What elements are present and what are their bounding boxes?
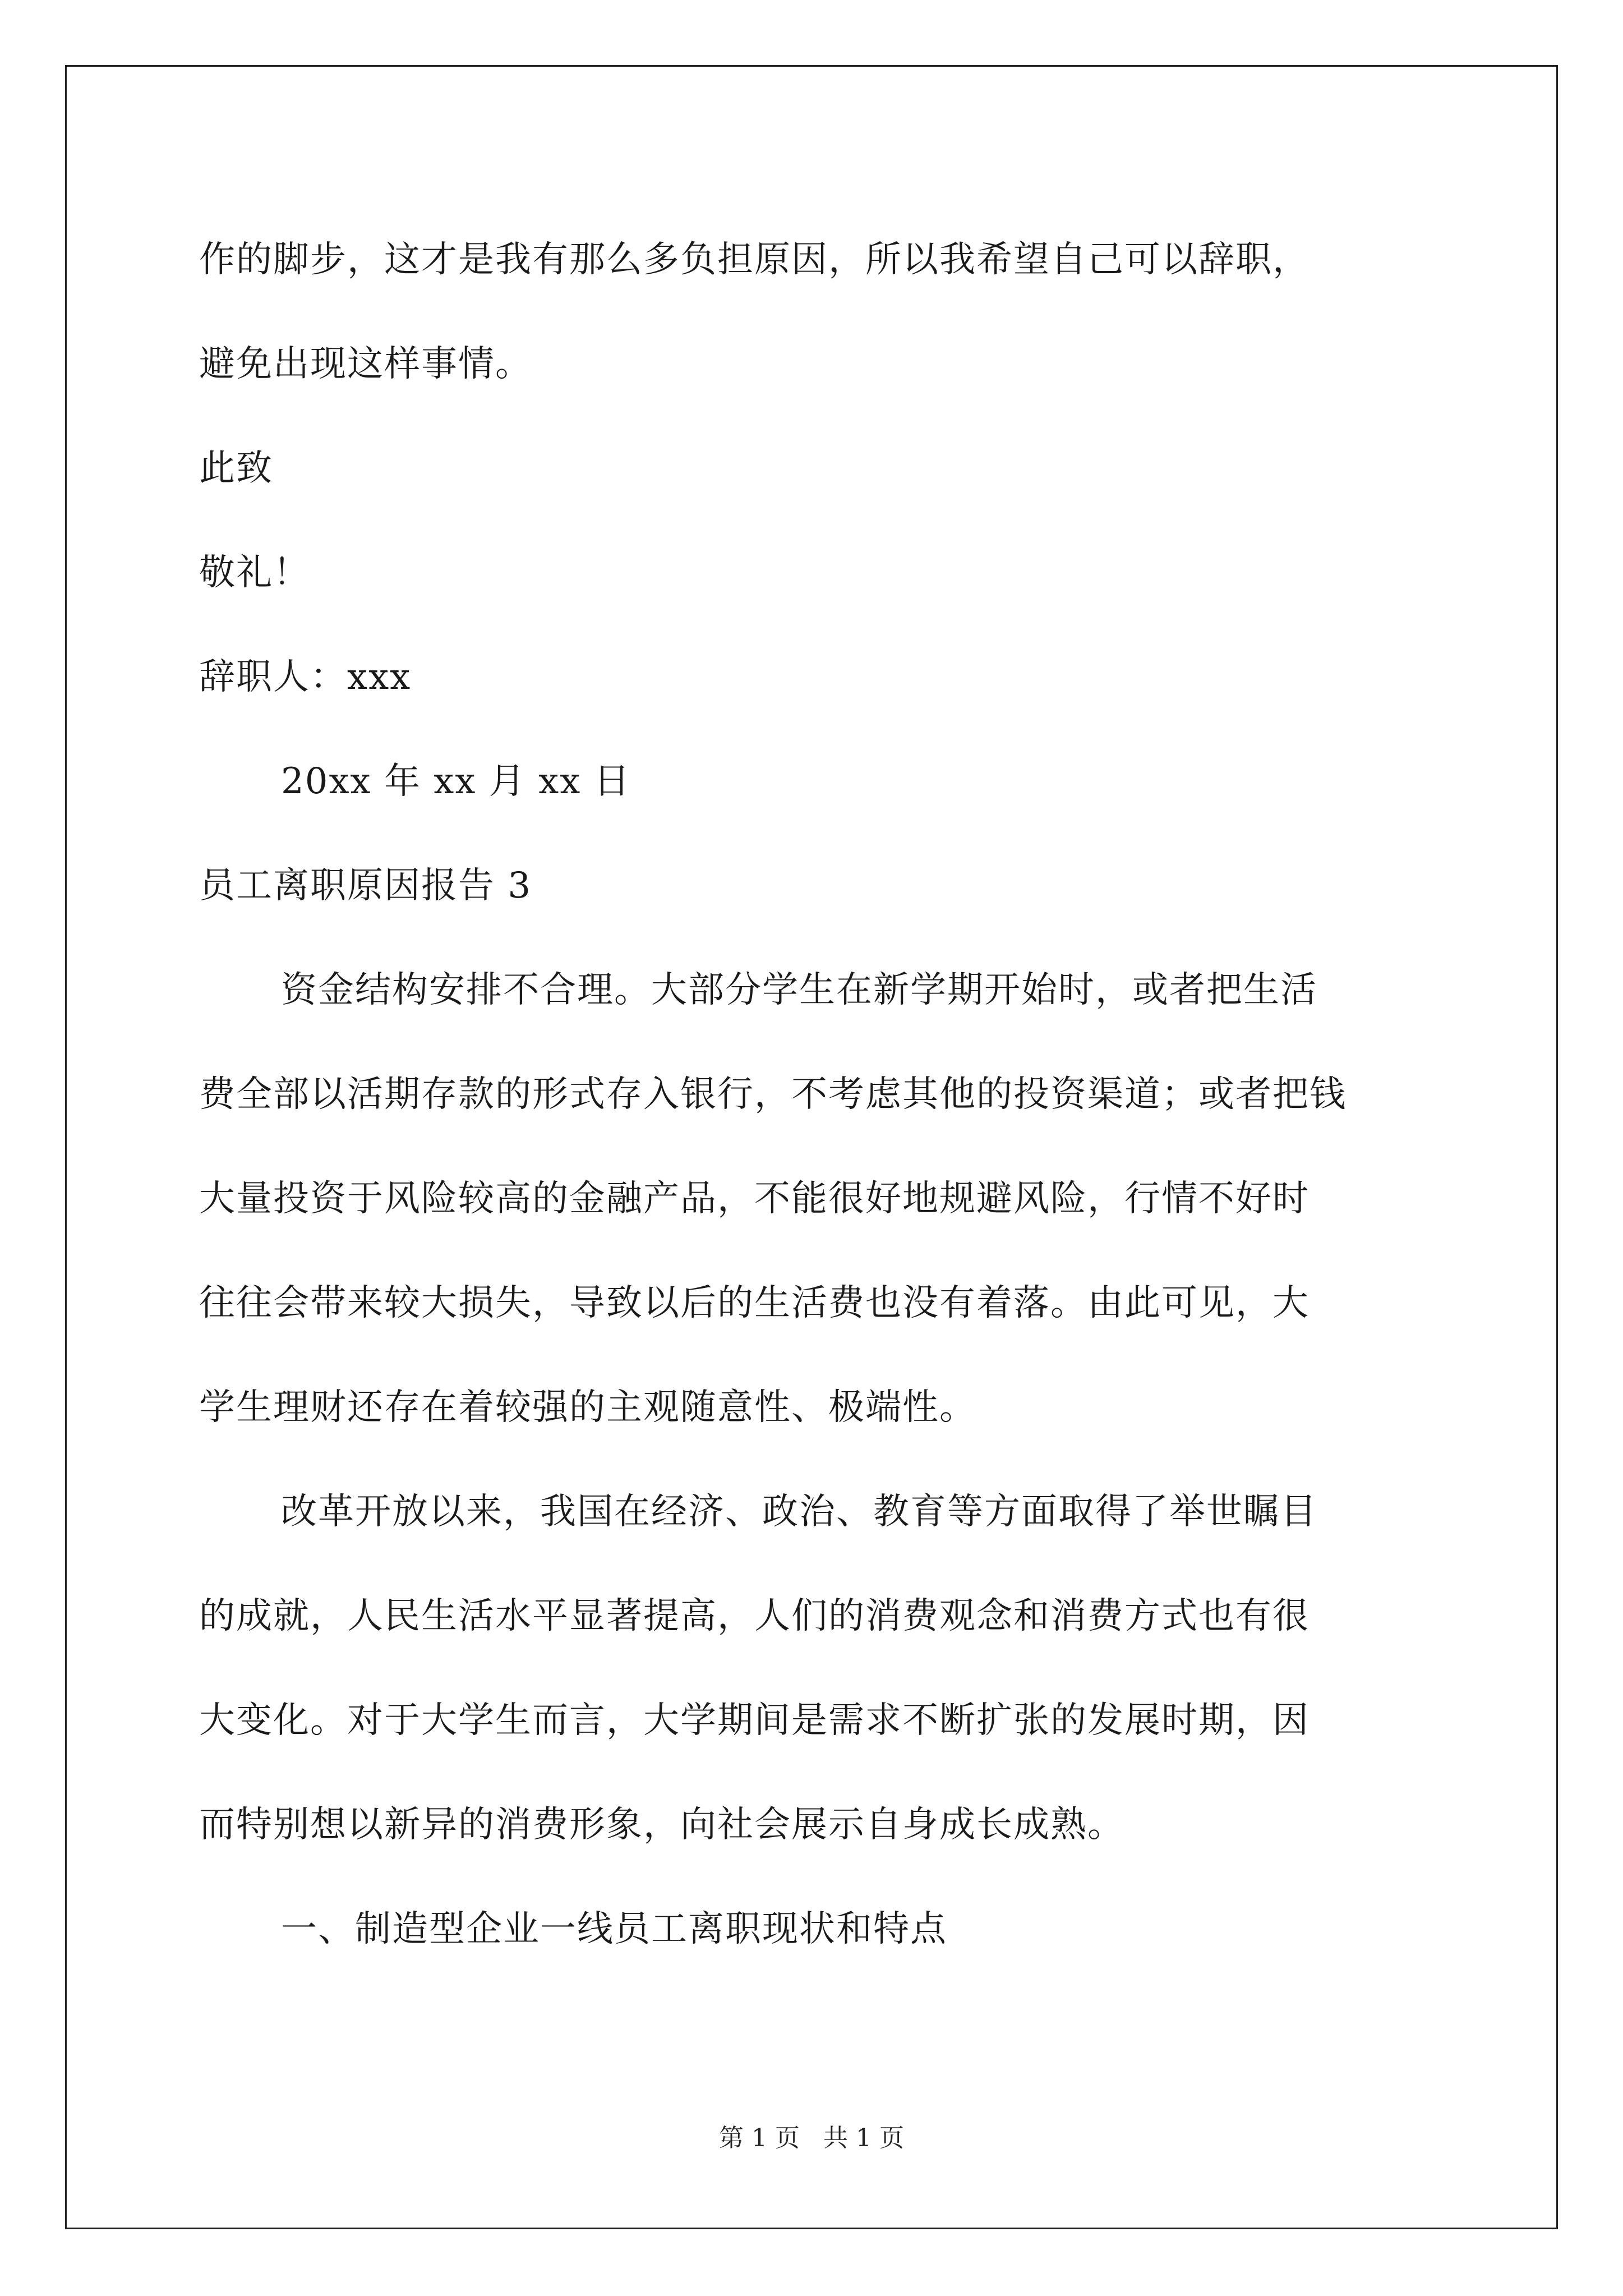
page-footer xyxy=(0,2118,1623,2154)
text-line: 往往会带来较大损失，导致以后的生活费也没有着落。由此可见，大 xyxy=(199,1282,1310,1324)
text-line: 资金结构安排不合理。大部分学生在新学期开始时，或者把生活 xyxy=(281,969,1317,1011)
signature-line: 辞职人：xxx xyxy=(199,656,412,698)
text-line: 作的脚步，这才是我有那么多负担原因，所以我希望自己可以辞职， xyxy=(199,239,1310,280)
text-line: 避免出现这样事情。 xyxy=(199,343,532,385)
text-line: 大变化。对于大学生而言，大学期间是需求不断扩张的发展时期，因 xyxy=(199,1700,1310,1741)
text-line: 大量投资于风险较高的金融产品，不能很好地规避风险，行情不好时 xyxy=(199,1178,1310,1220)
text-line: 费全部以活期存款的形式存入银行，不考虑其他的投资渠道；或者把钱 xyxy=(199,1074,1347,1115)
text-line: 改革开放以来，我国在经济、政治、教育等方面取得了举世瞩目 xyxy=(281,1491,1317,1533)
page-number: 第 1 页 xyxy=(719,2124,800,2152)
document-body xyxy=(199,208,1427,1981)
closing-regards: 敬礼！ xyxy=(199,552,310,593)
text-line: 而特别想以新异的消费形象，向社会展示自身成长成熟。 xyxy=(199,1804,1124,1846)
section-heading: 员工离职原因报告 3 xyxy=(199,865,532,907)
page-total: 共 1 页 xyxy=(823,2124,904,2152)
text-line: 的成就，人民生活水平显著提高，人们的消费观念和消费方式也有很 xyxy=(199,1595,1310,1637)
date-line: 20xx 年 xx 月 xx 日 xyxy=(281,761,631,802)
closing-salutation: 此致 xyxy=(199,448,273,489)
text-line: 学生理财还存在着较强的主观随意性、极端性。 xyxy=(199,1387,976,1428)
subsection-heading: 一、制造型企业一线员工离职现状和特点 xyxy=(281,1908,947,1950)
